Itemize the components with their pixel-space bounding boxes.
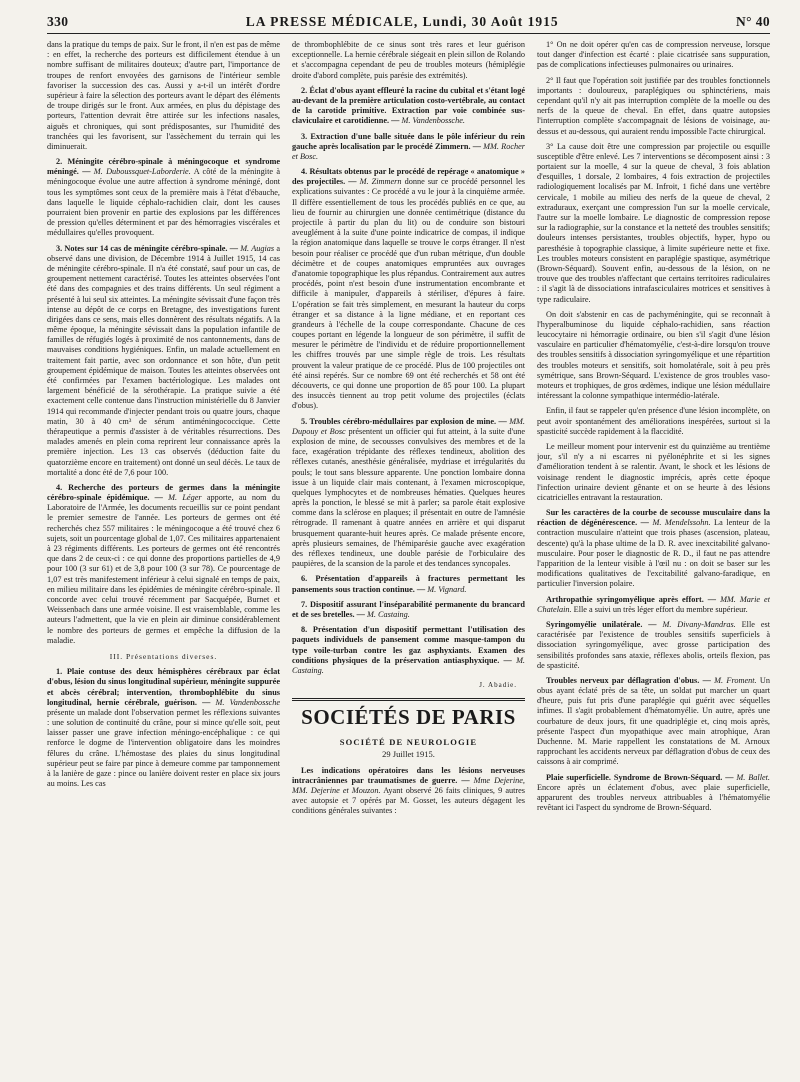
- article-paragraph: [537, 142, 770, 305]
- article-paragraph: [537, 442, 770, 503]
- article-author: M. Léger: [168, 493, 202, 503]
- article-author: MM. Dupouy et Bosc: [292, 416, 525, 436]
- article-paragraph: [537, 40, 770, 71]
- columns: [47, 40, 770, 1082]
- article-author: M. Ballet.: [736, 772, 770, 782]
- article-title: Arthropathie syringomyélique après effort. —: [546, 594, 717, 604]
- article-body: Elle a suivi un très léger effort du membre supérieur.: [573, 604, 748, 614]
- article-paragraph: [292, 600, 525, 620]
- article-paragraph: [47, 244, 280, 478]
- article-paragraph: [292, 625, 525, 676]
- article-title: 8. Présentation d'un dispositif permettant l'utilisation des paquets individuels de pansement comme masque-tampon du type voile-turban contre les gaz asphyxiants. Examen des conditions physiques de la préservation antiasphyxique. —: [292, 625, 525, 665]
- article-title: Plaie superficielle. Syndrome de Brown-Séquard. —: [546, 772, 734, 782]
- article-paragraph: [537, 773, 770, 814]
- society-name: SOCIÉTÉ DE NEUROLOGIE: [339, 736, 478, 747]
- column-right: [537, 40, 770, 1082]
- article-title: 2. Éclat d'obus ayant effleuré la racine du cubital et s'étant logé au-devant de la première articulation costo-vertébrale, au contact de la carotide primitive. Extraction par voie combinée sus-claviculaire et carotidienne. —: [292, 85, 525, 126]
- article-author: M. Vandenbossche: [215, 697, 280, 707]
- article-author: M. Vignard.: [427, 584, 467, 594]
- article-body: 3° La cause doit être une compression par projectile ou esquille susceptible d'être enlevé. Les 7 interventions se décomposent ainsi : 3 portaient sur la moelle, 4 sur la queue de cheval, 3 fois ablation d'esquilles, 1 dorsale, 2 lombaires, 4 fois extraction de projectiles radiologiquement localisés par M. Infroit, 1 fiché dans une vertèbre cervicale, 1 mobile au milieu des nerfs de la queue de cheval, 2 extraduraux, exerçant une compression l'un sur la moelle cervicale, l'autre sur la moelle lombaire. Le diagnostic de compression repose sur la radiographie, sur la constance et la netteté des troubles sensitifs; douleurs intenses persistantes, troubles objectifs, hyper, hypo ou paresthésie à topographie classique, à limite supérieure nette et fixe. Les troubles moteurs consistent en paraplégie spastique, asymétrique (Brown-Séquard). Souvent enfin, au-dessous de la lésion, on ne trouve que des troubles n'affectant que certains territoires radiculaires : il s'agit là de dissociations intrafasciculaires motrices et sensitives à type radiculaire.: [537, 141, 770, 304]
- article-paragraph: [47, 667, 280, 789]
- article-author: MM. Rocher et Bosc.: [292, 141, 525, 161]
- article-body: donne sur ce procédé personnel les explications suivantes : Ce procédé a vu le jour à la cinquième armée. Il diffère essentiellement de tous les procédés publiés en ce que, au lieu de fournir au chirurgien une donnée centimétrique (distance du projectile à partir du plan du lit) ou de conduire son bistouri aveuglément à la suite d'une pointe indicatrice de compas, il indique la région anatomique dans laquelle se trouve le corps étranger. Il n'est besoin pour réaliser ce procédé que d'un ruban métrique, d'un double décimètre et de coupes anatomiques empruntées aux ouvrages d'anatomie topographique les plus répandus. Contrairement aux autres procédés, point n'est besoin d'une instrumentation encombrante et difficile à manipuler, d'appareils à stériliser, d'épures à faire. L'opération se fait très simplement, en mesurant la hauteur du corps étranger et sa distance à la ligne médiane, et en reportant ces grandeurs à l'échelle de la coupe correspondante. Chacune de ces coupes portant en légende la longueur de son périmètre, il suffit de mesurer le périmètre de l'individu et de réduire proportionnellement les chiffres trouvés par une simple règle de trois. Les résultats prouvent la valeur pratique de ce procédé. Plus de 100 projectiles ont été ainsi repérés. Sur ce nombre 69 ont été recherchés et 58 ont été découverts, ce qui donne une proportion de 85 pour 100. La plupart des insuccès tiennent au trop petit volume des projectiles (éclats d'obus).: [292, 177, 525, 411]
- article-paragraph: [537, 676, 770, 768]
- article-author: M. Froment.: [714, 675, 757, 685]
- article-body: Le meilleur moment pour intervenir est du quinzième au trentième jour, s'il n'y a ni escarres ni pyélonéphrite et si les signes d'amélioration tendent à se ralentir. Avant, le shock et les lésions de voisinage rendent le diagnostic imprécis, après cette époque l'infection urinaire devient gênante et on se heurte à des lésions cicatricielles entravant la restauration.: [537, 441, 770, 502]
- article-author: M. Vandenbossche.: [401, 116, 465, 126]
- article-paragraph: [292, 86, 525, 127]
- article-body: présentent un officier qui fut atteint, à la suite d'une explosion de mine, de secousses convulsives des membres et de la face, exagération trépidante des réflexes tendineux, abolition des réflexes cutanés, anesthésie généralisée, mydriase et irrégularités du pouls; le tout sans blessure apparente. Une ponction lombaire donna issue à un liquide clair mais contenant, à l'examen microscopique, quelques lymphocytes et de nombreuses hématies. Quelques heures après la ponction, le blessé se mit à parler; sa parole était explosive comme dans la sclérose en plaques; il présentait en outre de l'amnésie rétrograde. Il ramenant à quatre années en arrière et qui disparut brusquement quarante-huit heures après. Ce malade présente encore, après plusieurs semaines, de l'hémiparésie gauche avec exagération des réflexes tendineux, une double parésie de l'orbiculaire des paupières, de la scansion de la parole et des tendances syncopales.: [292, 426, 525, 569]
- article-author: M. Divany-Mandras.: [662, 619, 736, 629]
- article-body: Encore après un éclatement d'obus, avec plaie superficielle, apparurent des troubles nerveux attribuables à l'hématomyélie revêtant ici l'aspect du syndrome de Brown-Séquard.: [537, 782, 770, 813]
- article-paragraph: [537, 406, 770, 437]
- article-body: a observé dans une division, de Décembre 1914 à Juillet 1915, 14 cas de méningite cérébro-spinale. Il n'a été constaté, sauf pour un cas, de groupement nettement caractérisé. Toutes les atteintes observées l'ont été dans des compagnies et des trains différents. Un seul régiment a présenté à lui seul six atteintes. La méningite sévissait d'une façon très intense au dépôt de ce corps en Bretagne, des investigations furent dirigées dans ce sens, mais elles donnèrent des résultats négatifs. A la même époque, la méningite sévissait dans la population infantile de familles de réfugiés logés à proximité de nos cantonnements, dans de mauvaises conditions hygiéniques. Enfin, un malade actuellement en traitement fait partie, avec son ordonnance et son hôte, d'un petit groupement épidémique de maison. Toutes les atteintes observées ont été confirmées par l'examen bactériologique. Les malades ont largement bénéficié de la sérothérapie. La pratique suivie a été exactement celle contenue dans l'instruction ministérielle du 8 Janvier 1914 qui recommande d'injecter pendant trois ou quatre jours, chaque matin, 30 à 40 cm³ de sérum antiméningococcique. Cette thérapeutique a permis d'assister à de véritables résurrections. Des malades amenés en plein coma reprirent leur connaissance après la première injection. Les 13 cas observés (déduction faite du quatorzième encore en traitement) ont donné un seul décès. Le taux de mortalité a donc été de 7,6 pour 100.: [47, 243, 280, 477]
- article-body: La lenteur de la contraction musculaire n'atteint que trois phases (ascension, plateau, descente) qu'à la phase ultime de la D. R. avec inexcitabilité galvano-musculaire. Pour poser le diagnostic de R. D., il faut ne pas attendre l'apparition de la lenteur visible à l'œil nu : on doit se baser sur les modifications qualitatives de l'excitabilité galvano-faradique, en particulier l'inversion polaire.: [537, 518, 770, 589]
- article-title: 4. Recherche des porteurs de germes dans la méningite cérébro-spinale épidémique. —: [47, 482, 280, 503]
- article-paragraph: [47, 483, 280, 646]
- article-body: Un obus ayant éclaté près de sa tête, un soldat put marcher un quart d'heure, puis fut pris d'une paraplégie qui guérit avec séquelles infimes. Il s'agit probablement d'hématomyélie. Un autre, après une courbature de deux jours, fit une quadriplégie et, cinq mois après, présente l'aspect d'un myopathique avec main atrophique, Aran Duchenne. M. Marie rappellent les constatations de M. Arnoux rapprochant les accidents nerveux par déflagration d'obus de ceux des caissons à air comprimé.: [537, 675, 770, 767]
- article-body: de thrombophlébite de ce sinus sont très rares et leur guérison exceptionnelle. La hernie cérébrale siégeait en plein sillon de Rolando et s'accompagna cependant de peu de troubles moteurs (hémiplégie droite d'abord complète, puis parésie des extrémités).: [292, 40, 525, 80]
- issue-number: N° 40: [735, 14, 770, 29]
- article-author: M. Zimmern: [359, 177, 402, 187]
- article-title: 3. Notes sur 14 cas de méningite cérébro-spinale. —: [56, 243, 238, 253]
- article-author: M. Castaing.: [292, 655, 525, 675]
- publication-title: LA PRESSE MÉDICALE, Lundi, 30 Août 1915: [245, 14, 559, 29]
- section-divider: [292, 698, 525, 701]
- article-paragraph: [537, 595, 770, 615]
- article-author: M. Augias: [240, 243, 275, 253]
- article-author: M. Duboussquet-Laborderie.: [93, 167, 191, 177]
- article-body: apporte, au nom du Laboratoire de l'Armée, les documents recueillis sur ce point pendant le premier semestre de l'année. Les porteurs de germes ont été recherchés chez 557 militaires : le méningocoque a été trouvé chez 6 sujets, soit un pourcentage global de 1,07. Ces militaires appartenaient à 23 régiments différents. Les porteurs de germes ont été rencontrés que dans 2 de ceux-ci : ce qui donne des proportions partielles de 4,9 pour 100 (3 sur 61) et de 3,8 pour 100 (3 sur 78). Ce pourcentage de 1,07 est très manifestement inférieur à celui signalé en temps de paix, en milieu militaire dans les épidémies de méningite cérébro-spinale. Il concorde avec celui trouvé récemment par Sacquépée, Burnet et Weissenbach dans une armée voisine. Il est vraisemblable, comme les auteurs l'admettent, que la vie en plein air diminue considérablement le nombre des porteurs de germes et empêche la diffusion de la maladie.: [47, 493, 280, 645]
- article-body: A côté de la méningite à méningocoque évolue une autre affection à syndrome méningé, dont tous les symptômes sont ceux de la première mais à l'état d'ébauche, dans laquelle le liquide céphalo-rachidien clair, dont les causes pourraient bien provenir en partie des explosions par les différences de pression qu'elles déterminent et par des hémorragies viscérales et médullaires qu'elles provoquent.: [47, 167, 280, 238]
- article-paragraph: [537, 620, 770, 671]
- article-paragraph: [537, 76, 770, 137]
- article-paragraph: [292, 40, 525, 81]
- article-author: M. Mendelssohn.: [652, 518, 711, 528]
- article-body: On doit s'abstenir en cas de pachyméningite, qui se reconnaît à l'hyperalbuminose du liquide céphalo-rachidien, sans réaction leucocytaire ni hémorragie ordinaire, ou bien s'il s'agit d'une lésion vasculaire en particulier d'hématomyélie, c'est-à-dire lorsqu'on trouve des troubles sensitifs à dissociation syringomyélique et une répartition des troubles moteurs et sensitifs, soit homolatérale, soit à peu près symétrique, sans Brown-Séquard. L'existence de gros troubles vaso-moteurs et trophiques, de gros œdèmes, indique une lésion médullaire intéressant la colonne sympathique intermédio-latérale.: [537, 309, 770, 401]
- column-left: [47, 40, 280, 1082]
- article-body: dans la pratique du temps de paix. Sur le front, il n'en est pas de même : en effet, la recherche des porteurs est difficilement étendue à un nombre suffisant de militaires douteux; d'autre part, l'importance de troupes de renfort envoyées des garnisons de l'intérieur semble favoriser la succession des cas. Aussi y a-t-il un intérêt d'ordre supérieur à faire la sélection des porteurs avant le départ des éléments de troupe dirigés sur le front. Aux armées, en plus du dépistage des porteurs, l'attention devrait être attirée sur les infections nasales, aiguës et chroniques, qui sont prédisposantes, sur l'humidité des tranchées qui les favorisent, sur l'assèchement du terrain qui les diminuerait.: [47, 40, 280, 151]
- article-paragraph: [47, 40, 280, 152]
- article-author: Mme Dejerine, MM. Dejerine et Mouzon.: [292, 775, 525, 795]
- article-paragraph: [292, 167, 525, 412]
- article-paragraph: [292, 766, 525, 817]
- article-paragraph: [47, 157, 280, 239]
- column-middle: [292, 40, 525, 1082]
- article-title: 7. Dispositif assurant l'inséparabilité permanente du brancard et de ses bretelles. —: [292, 599, 525, 619]
- signature: J. Abadie.: [479, 681, 517, 690]
- article-paragraph: [292, 417, 525, 570]
- article-body: présente un malade dont l'observation permet les réflexions suivantes : une solution de continuité du crâne, pour si mince qu'elle soit, peut laisser passer une grave infection méningo-encéphalique : ce qui renforce le dogme de l'intervention obligatoire dans les moindres fêlures du crâne. L'hémostase des plaies du sinus longitudinal supérieur peut se faire par pince à demeure comme par tamponnement à la lanière de gaze : pince ou lanière doivent rester en place six jours au moins. Les cas: [47, 707, 280, 789]
- article-paragraph: [292, 132, 525, 163]
- page-number: 330: [47, 14, 69, 29]
- article-body: Elle est caractérisée par l'existence de troubles sensitifs superficiels à dissociation syringomyélique, avec grosse participation des sensibilités profondes sans ataxie, réflexes abolis, orteils flexion, pas de spasticité.: [537, 619, 770, 670]
- article-title: 6. Présentation d'appareils à fractures permettant les pansements sous traction continue. —: [292, 574, 525, 594]
- article-paragraph: [292, 574, 525, 594]
- article-body: 1° On ne doit opérer qu'en cas de compression nerveuse, lorsque tout danger d'infection est écarté : plaie cicatrisée sans suppuration, pas de complications infectieuses pulmonaires ou urinaires.: [537, 40, 770, 70]
- article-title: 1. Plaie contuse des deux hémisphères cérébraux par éclat d'obus, lésion du sinus longitudinal supérieur, méningite suppurée et abcès cérébral; intervention, thrombophlébite du sinus longitudinal, hernie cérébrale, guérison. —: [47, 667, 280, 707]
- article-author: MM. Marie et Chatelain.: [537, 594, 770, 614]
- article-title: Syringomyélie unilatérale. —: [546, 619, 657, 629]
- article-body: 2° Il faut que l'opération soit justifiée par des troubles fonctionnels importants : douloureux, paraplégiques ou sphinctériens, mais cependant qu'il n'y ait pas interruption complète de la moelle ou des nerfs de la queue de cheval. En effet, dans quatre autopsies l'interruption complète s'accompagnait de lésions de voisinage, au-dessus et au-dessous, qui auraient rendu impossible l'acte chirurgical.: [537, 75, 770, 136]
- article-title: Les indications opératoires dans les lésions nerveuses intracrâniennes par traumatismes de guerre. —: [292, 765, 525, 785]
- article-title: 4. Résultats obtenus par le procédé de repérage « anatomique » des projectiles. —: [292, 167, 525, 187]
- article-title: 5. Troubles cérébro-médullaires par explosion de mine. —: [301, 416, 507, 426]
- article-title: Sur les caractères de la courbe de secousse musculaire dans la réaction de dégénérescence. —: [537, 508, 770, 528]
- article-paragraph: [537, 310, 770, 402]
- page-header: [47, 14, 770, 34]
- article-title: 3. Extraction d'une balle située dans le pôle inférieur du rein gauche après localisation par le procédé Zimmern. —: [292, 131, 525, 151]
- article-author: M. Castaing.: [367, 609, 410, 619]
- article-paragraph: [537, 508, 770, 590]
- article-body: Enfin, il faut se rappeler qu'en présence d'une lésion incomplète, on peut avoir spontanément des améliorations inespérées, surtout si la spasticité succède rapidement à la flaccidité.: [537, 406, 770, 436]
- section-heading: III. Présentations diverses.: [109, 651, 218, 661]
- societes-heading: SOCIÉTÉS DE PARIS: [301, 704, 516, 729]
- article-title: 2. Méningite cérébro-spinale à méningocoque et syndrome méningé. —: [47, 157, 280, 177]
- article-title: Troubles nerveux par déflagration d'obus. —: [546, 675, 711, 685]
- article-body: Ayant observé 26 faits cliniques, 9 autres avec autopsie et 7 opérés par M. Gosset, les auteurs dégagent les conditions générales suivantes :: [292, 785, 525, 816]
- session-date: 29 Juillet 1915.: [382, 749, 435, 760]
